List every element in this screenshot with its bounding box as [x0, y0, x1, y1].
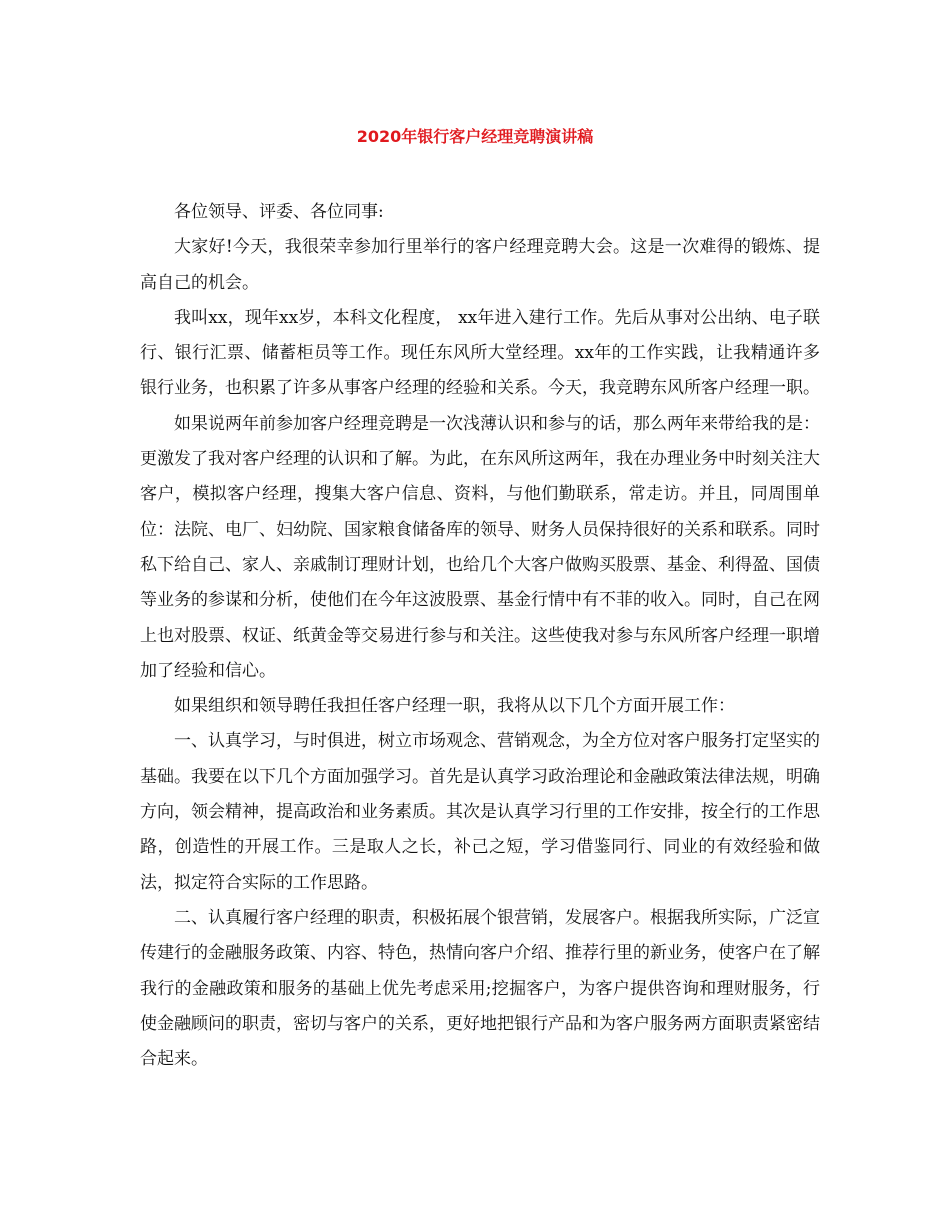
document-body: [140, 195, 820, 1077]
paragraph-work-plan-intro: 如果组织和领导聘任我担任客户经理一职，我将从以下几个方面开展工作：: [174, 696, 735, 717]
paragraph-plan-item-1: 一、认真学习，与时俱进，树立市场观念、营销观念，为全方位对客户服务打定坚实的基础。我要在以下几个方面加强学习。首先是认真学习政治理论和金融政策法律法规，明确方向，领会精神，提高政治和业务素质。其次是认真学习行里的工作安排，按全行的工作思路，创造性的开展工作。三是取人之长，补己之短，学习借鉴同行、同业的有效经验和做法，拟定符合实际的工作思路。: [140, 731, 820, 893]
paragraph-salutation: 各位领导、评委、各位同事:: [174, 202, 384, 222]
paragraph-plan-item-2: 二、认真履行客户经理的职责，积极拓展个银营销，发展客户。根据我所实际，广泛宣传建行的金融服务政策、内容、特色，热情向客户介绍、推荐行里的新业务，使客户在了解我行的金融政策和服务的基础上优先考虑采用;挖掘客户，为客户提供咨询和理财服务，行使金融顾问的职责，密切与客户的关系，更好地把银行产品和为客户服务两方面职责紧密结合起来。: [140, 907, 820, 1070]
document-title: 2020年银行客户经理竞聘演讲稿: [356, 127, 594, 146]
paragraph-greeting: 大家好!今天，我很荣幸参加行里举行的客户经理竞聘大会。这是一次难得的锻炼、提高自己的机会。: [140, 237, 820, 293]
paragraph-experience: 如果说两年前参加客户经理竞聘是一次浅薄认识和参与的话，那么两年来带给我的是：更激发了我对客户经理的认识和了解。为此，在东风所这两年，我在办理业务中时刻关注大客户，模拟客户经理，搜集大客户信息、资料，与他们勤联系，常走访。并且，同周围单位：法院、电厂、妇幼院、国家粮食储备库的领导、财务人员保持很好的关系和联系。同时私下给自己、家人、亲戚制订理财计划，也给几个大客户做购买股票、基金、利得盈、国债等业务的参谋和分析，使他们在今年这波股票、基金行情中有不菲的收入。同时，自己在网上也对股票、权证、纸黄金等交易进行参与和关注。这些使我对参与东风所客户经理一职增加了经验和信心。: [140, 413, 820, 681]
paragraph-self-introduction: 我叫xx，现年xx岁，本科文化程度， xx年进入建行工作。先后从事对公出纳、电子联行、银行汇票、储蓄柜员等工作。现任东风所大堂经理。xx年的工作实践，让我精通许多银行业务，也积累了许多从事客户经理的经验和关系。今天，我竞聘东风所客户经理一职。: [140, 307, 820, 399]
